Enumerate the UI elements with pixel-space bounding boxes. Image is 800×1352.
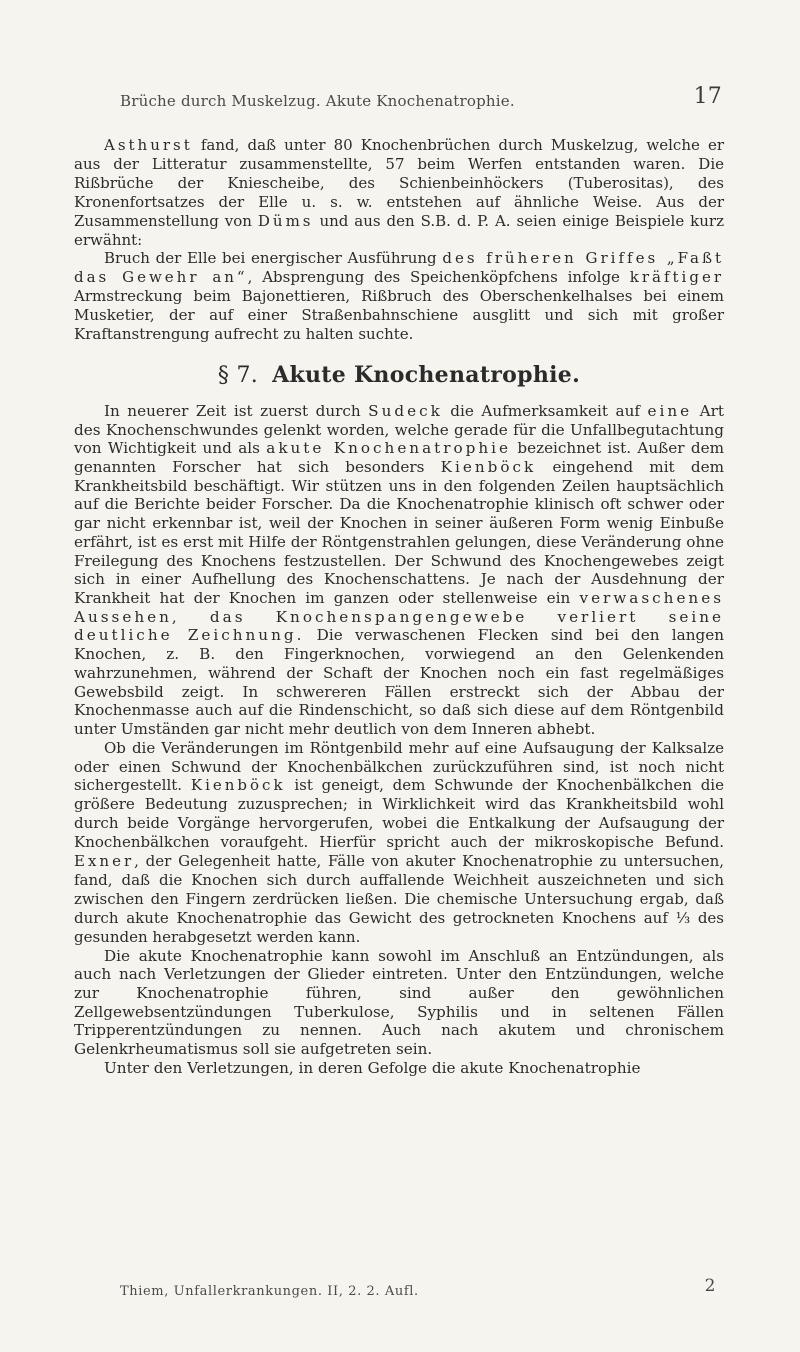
author-name: Sudeck <box>368 401 443 420</box>
author-name: Exner <box>74 852 135 871</box>
page-footer <box>120 1276 716 1299</box>
paragraph-text: Ob die Veränderungen im Röntgenbild mehr auf eine Aufsaugung der Kalksalze oder einen Schwund der Knochenbälkchen zurückzuführen sind, ist noch nicht sichergestellt. <box>74 738 724 795</box>
paragraph-text: Bruch der Elle bei energischer Ausführung <box>104 249 443 268</box>
paragraph-text: Die verwaschenen Flecken sind bei den langen Knochen, z. B. den Fingerknochen, vorwiegend an den Gelenkenden wahrzunehmen, während der Schaft der Knochen noch ein fast regelmäßiges Gewebsbild zeigt. In schwereren Fällen erstreckt sich der Abbau der Knochenmasse auch auf die Rindenschicht, so daß sich diese auf dem Röntgenbild unter Umständen gar nicht mehr deutlich von dem Inneren abhebt. <box>74 626 724 738</box>
paragraph-text: , der Gelegenheit hatte, Fälle von akuter Knochenatrophie zu untersuchen, fand, daß die Knochen sich durch auffallende Weichheit auszeichneten und sich zwischen den Fingern zerdrücken ließen. Die chemische Untersuchung ergab, daß durch akute Knochenatrophie das Gewicht des getrockneten Knochens auf ⅓ des gesunden herabgesetzt werden kann. <box>74 852 724 946</box>
page-number: 17 <box>693 84 722 109</box>
paragraph-intro <box>74 402 724 739</box>
paragraph-text: bezeichnet ist. Außer dem genannten Forscher hat sich besonders <box>74 439 724 477</box>
emphasized-text: akute Knochenatrophie <box>266 439 511 458</box>
emphasized-text: kräftiger <box>629 268 724 287</box>
paragraph-text: die Aufmerksamkeit auf <box>442 401 648 420</box>
author-name: Kienböck <box>440 458 537 477</box>
section-number: § 7. <box>217 362 259 388</box>
paragraph-text: ist geneigt, dem Schwunde der Knochenbälkchen die größere Bedeutung zuzusprechen; in Wirklichkeit wird das Krankheitsbild wohl durch beide Vorgänge hervorgerufen, wobei die Entkalkung der Aufsaugung der Knochenbälkchen voraufgeht. Hierfür spricht auch der mikroskopische Befund. <box>74 776 724 852</box>
emphasized-text: des früheren Griffes „Faßt das Gewehr an“ <box>74 249 724 287</box>
paragraph-text: , Absprengung des Speichenköpfchens infolge <box>247 268 630 287</box>
paragraph-text: fand, daß unter 80 Knochenbrüchen durch Muskelzug, welche er aus der Litteratur zusammenstellte, 57 beim Werfen entstanden waren. Die Rißbrüche der Kniescheibe, des Schienbeinhöckers (Tuberositas), des Kronenfortsatzes der Elle u. s. w. entstehen auf ähnliche Weise. Aus der Zusammenstellung von <box>74 136 724 230</box>
running-head-title: Brüche durch Muskelzug. Akute Knochenatrophie. <box>120 92 515 110</box>
paragraph-injuries <box>74 1059 724 1078</box>
paragraph-text: eingehend mit dem Krankheitsbild beschäftigt. Wir stützen uns in den folgenden Zeilen hauptsächlich auf die Berichte beider Forscher. Da die Knochenatrophie klinisch oft schwer oder gar nicht erkennbar ist, weil der Knochen in seiner äußeren Form wenig Einbuße erfährt, ist es erst mit Hilfe der Röntgenstrahlen gelungen, diese Veränderung ohne Freilegung des Knochens festzustellen. Der Schwund des Knochengewebes zeigt sich in einer Aufhellung des Knochenschattens. Je nach der Ausdehnung der Krankheit hat der Knochen im ganzen oder stellenweise ein <box>74 458 724 607</box>
paragraph-asthurst <box>74 136 724 249</box>
section-title: Akute Knochenatrophie. <box>272 361 581 388</box>
paragraph-text: In neuerer Zeit ist zuerst durch <box>104 401 369 420</box>
page-body <box>74 136 724 1078</box>
author-name: Asthurst <box>104 136 193 154</box>
paragraph-causes <box>74 947 724 1059</box>
emphasized-text: eine <box>647 401 693 420</box>
footer-citation: Thiem, Unfallerkrankungen. II, 2. 2. Aufl. <box>120 1284 419 1299</box>
sheet-signature: 2 <box>704 1276 716 1296</box>
paragraph-text: Die akute Knochenatrophie kann sowohl im Anschluß an Entzündungen, als auch nach Verletzungen der Glieder eintreten. Unter den Entzündungen, welche zur Knochenatrophie führen, sind außer den gewöhnlichen Zellgewebsentzündungen Tuberkulose, Syphilis und in seltenen Fällen Tripperentzündungen zu nennen. Auch nach akutem und chronischem Gelenkrheumatismus soll sie aufgetreten sein. <box>74 946 724 1059</box>
section-heading <box>74 362 724 388</box>
paragraph-roentgen <box>74 739 724 947</box>
paragraph-text: Art des Knochenschwundes gelenkt worden, welche gerade für die Unfallbegutachtung von Wichtigkeit und als <box>74 401 724 458</box>
author-name: Düms <box>257 211 314 230</box>
paragraph-text: und aus den S.B. d. P. A. seien einige Beispiele kurz erwähnt: <box>74 211 724 249</box>
paragraph-text: Unter den Verletzungen, in deren Gefolge die akute Knochenatrophie <box>104 1058 641 1077</box>
author-name: Kienböck <box>190 776 286 795</box>
emphasized-text: verwaschenes Aussehen, das Knochenspangengewebe verliert seine deutliche Zeichnung. <box>74 589 724 645</box>
paragraph-text: Armstreckung beim Bajonettieren, Rißbruch des Oberschenkelhalses bei einem Musketier, der auf einer Straßenbahnschiene ausglitt und sich mit großer Kraftanstrengung aufrecht zu halten suchte. <box>74 287 724 344</box>
paragraph-examples <box>74 249 724 344</box>
running-head <box>120 84 722 110</box>
